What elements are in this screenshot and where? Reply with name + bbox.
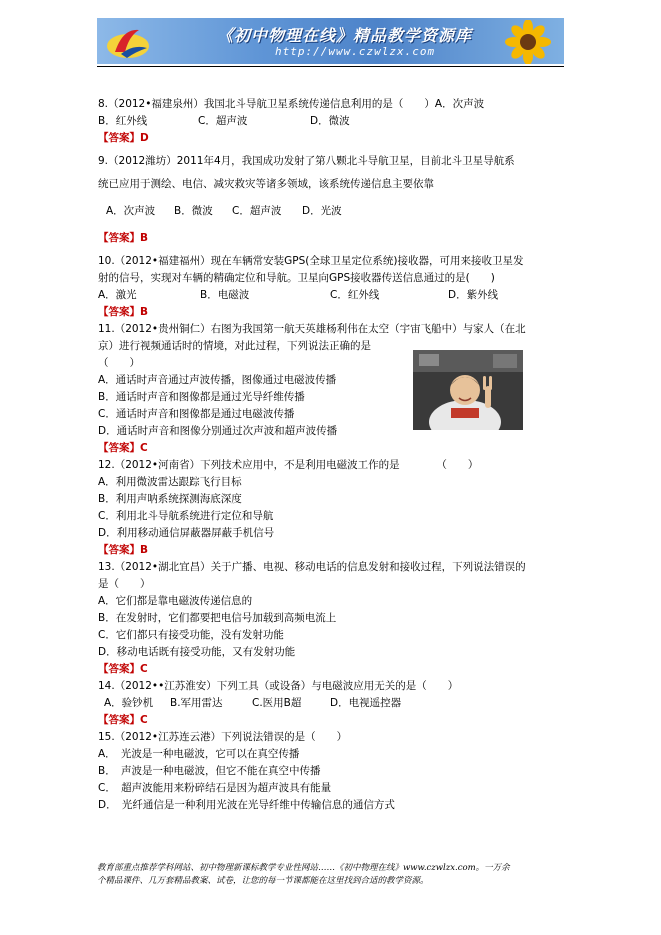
option: D．紫外线 xyxy=(448,289,499,301)
option: B．电磁波 xyxy=(200,289,250,301)
footer-line-2: 个精品课件、几万套精品教案、试卷，让您的每一节课都能在这里找到合适的教学资源。 xyxy=(97,876,429,886)
option: C．它们都只有接受功能，没有发射功能 xyxy=(98,629,284,641)
question-11-stem-line-1: 11.（2012•贵州铜仁）右图为我国第一航天英雄杨利伟在太空（宇宙飞船中）与家人（在北 xyxy=(98,323,526,335)
question-14-answer: 【答案】C xyxy=(98,714,148,726)
question-11-stem-line-2: 京）进行视频通话时的情境，对此过程，下列说法正确的是 xyxy=(98,340,371,352)
question-9-answer: 【答案】B xyxy=(98,232,149,244)
question-10-answer: 【答案】B xyxy=(98,306,149,318)
option: C．通话时声音和图像都是通过电磁波传播 xyxy=(98,408,295,420)
option: B．红外线 xyxy=(98,115,148,127)
option: A．通话时声音通过声波传播，图像通过电磁波传播 xyxy=(98,374,337,386)
option: B．微波 xyxy=(174,205,213,217)
question-9-stem-line-1: 9.（2012潍坊）2011年4月，我国成功发射了第八颗北斗导航卫星，目前北斗卫星导航系 xyxy=(98,155,515,167)
option: B．在发射时，它们都要把电信号加载到高频电流上 xyxy=(98,612,337,624)
option: A．验钞机 xyxy=(104,697,154,709)
option: A．激光 xyxy=(98,289,137,301)
question-14-options xyxy=(98,695,566,712)
question-8-answer: 【答案】D xyxy=(98,132,149,144)
question-13-answer: 【答案】C xyxy=(98,663,148,675)
option: B．通话时声音和图像都是通过光导纤维传播 xyxy=(98,391,305,403)
header-banner xyxy=(97,18,564,64)
option: B．利用声呐系统探测海底深度 xyxy=(98,493,242,505)
option: A．利用微波雷达跟踪飞行目标 xyxy=(98,476,242,488)
astronaut-icon xyxy=(413,350,523,430)
question-11-stem-line-3: （ ） xyxy=(98,357,140,369)
footer-line-1: 教育部重点推荐学科网站、初中物理新课标教学专业性网站……《初中物理在线》www.czwlzx.com。一万余 xyxy=(97,863,510,873)
site-logo-icon xyxy=(105,22,151,60)
sunflower-icon xyxy=(498,20,558,64)
option: A．它们都是靠电磁波传递信息的 xyxy=(98,595,253,607)
option: C．超声波 xyxy=(232,205,282,217)
option: D．微波 xyxy=(310,115,350,127)
question-10-stem-line-2: 射的信号，实现对车辆的精确定位和导航。卫星向GPS接收器传送信息通过的是( ) xyxy=(98,272,495,284)
question-14-stem: 14.（2012••江苏淮安）下列工具（或设备）与电磁波应用无关的是（ ） xyxy=(98,680,459,692)
question-12-stem: 12.（2012•河南省）下列技术应用中，不是利用电磁波工作的是 （ ） xyxy=(98,459,479,471)
astronaut-photo xyxy=(413,350,523,430)
question-10-options xyxy=(98,287,566,304)
question-12-answer: 【答案】B xyxy=(98,544,149,556)
option: C．超声波 xyxy=(198,115,248,127)
question-11-answer: 【答案】C xyxy=(98,442,148,454)
option: C.医用B超 xyxy=(252,697,302,709)
option: D．电视遥控器 xyxy=(330,697,402,709)
question-9-stem-line-2: 统已应用于测绘、电信、减灾救灾等诸多领域，该系统传递信息主要依靠 xyxy=(98,178,434,190)
question-8-stem: 8.（2012•福建泉州）我国北斗导航卫星系统传递信息利用的是（ ）A．次声波 xyxy=(98,98,485,110)
option: D． 光纤通信是一种利用光波在光导纤维中传输信息的通信方式 xyxy=(98,799,395,811)
question-13-stem-line-1: 13.（2012•湖北宜昌）关于广播、电视、移动电话的信息发射和接收过程，下列说法错误的 xyxy=(98,561,526,573)
option: A．次声波 xyxy=(106,205,156,217)
question-10-stem-line-1: 10.（2012•福建福州）现在车辆常安装GPS(全球卫星定位系统)接收器，可用来接收卫星发 xyxy=(98,255,524,267)
option: C．红外线 xyxy=(330,289,380,301)
option: C． 超声波能用来粉碎结石是因为超声波具有能量 xyxy=(98,782,332,794)
question-13-stem-line-2: 是（ ） xyxy=(98,578,151,590)
option: B.军用雷达 xyxy=(170,697,223,709)
site-title: 《初中物理在线》精品教学资源库 xyxy=(217,26,473,45)
option: A． 光波是一种电磁波，它可以在真空传播 xyxy=(98,748,300,760)
site-url[interactable]: http://www.czwlzx.com xyxy=(275,45,436,58)
page-footer xyxy=(97,862,567,888)
option: D．光波 xyxy=(302,205,342,217)
option: D．利用移动通信屏蔽器屏蔽手机信号 xyxy=(98,527,275,539)
header-rule xyxy=(97,66,564,67)
option: D．移动电话既有接受功能，又有发射功能 xyxy=(98,646,296,658)
question-9-options xyxy=(98,203,566,220)
question-list xyxy=(98,96,566,814)
question-8-options xyxy=(98,113,566,130)
option: B． 声波是一种电磁波，但它不能在真空中传播 xyxy=(98,765,321,777)
option: D．通话时声音和图像分别通过次声波和超声波传播 xyxy=(98,425,338,437)
question-15-stem: 15.（2012•江苏连云港）下列说法错误的是（ ） xyxy=(98,731,348,743)
option: C．利用北斗导航系统进行定位和导航 xyxy=(98,510,274,522)
